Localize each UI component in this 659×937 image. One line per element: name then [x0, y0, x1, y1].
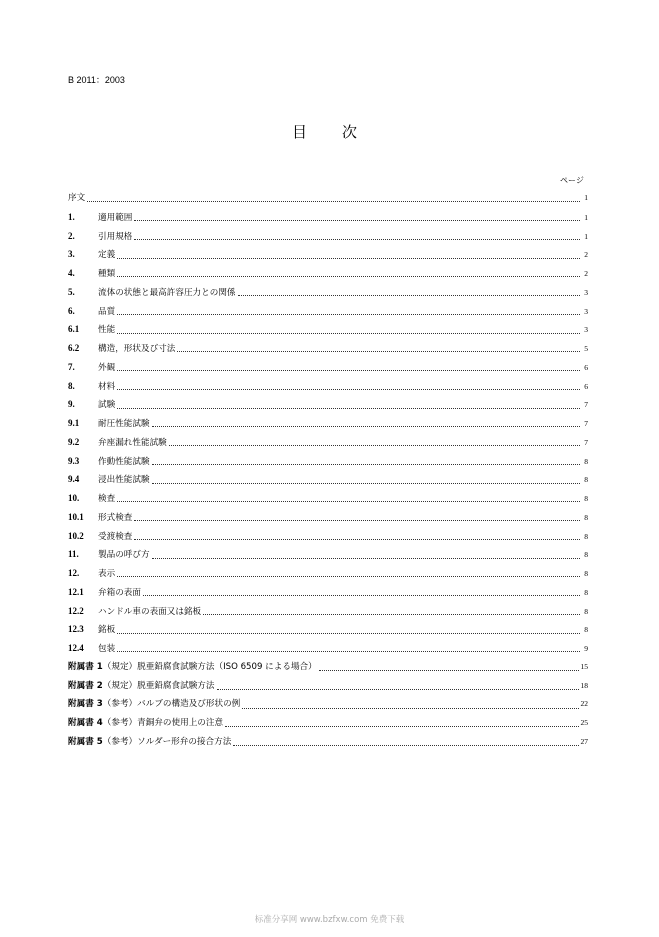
- toc-entry-title: 作動性能試験: [98, 456, 150, 467]
- table-of-contents: [68, 189, 588, 752]
- toc-leader-dots: [134, 538, 580, 540]
- toc-leader-dots: [117, 575, 580, 577]
- toc-entry-title: 流体の状態と最高許容圧力との関係: [98, 287, 236, 298]
- toc-entry-title: 製品の呼び方: [98, 550, 150, 561]
- toc-entry[interactable]: [68, 395, 588, 414]
- toc-leader-dots: [242, 707, 578, 709]
- toc-entry-number: 6.1: [68, 324, 80, 335]
- page-title: 目 次: [291, 123, 367, 141]
- toc-entry-title: （参考）バルブの構造及び形状の例: [102, 699, 241, 710]
- toc-entry-number: 12.: [68, 568, 80, 578]
- toc-page-number: 2: [584, 250, 588, 260]
- toc-leader-dots: [117, 632, 580, 634]
- toc-page-number: 1: [584, 231, 588, 241]
- toc-entry-number: 9.4: [68, 474, 80, 485]
- toc-entry-title: 性能: [98, 325, 116, 336]
- toc-leader-dots: [143, 594, 580, 596]
- document-code: B 2011：2003: [68, 75, 125, 85]
- toc-entry[interactable]: [68, 245, 588, 264]
- toc-entry[interactable]: [68, 433, 588, 452]
- toc-leader-dots: [134, 238, 580, 240]
- toc-page-number: 3: [584, 306, 588, 316]
- toc-entry[interactable]: [68, 320, 588, 339]
- toc-entry-title: （規定）脱亜鉛腐食試験方法（ISO 6509 による場合）: [102, 661, 317, 672]
- toc-leader-dots: [233, 744, 578, 746]
- toc-entry-number: 12.4: [68, 643, 84, 653]
- toc-entry-number: 12.2: [68, 605, 84, 616]
- toc-entry[interactable]: [68, 302, 588, 321]
- toc-entry[interactable]: [68, 377, 588, 396]
- toc-page-number: 2: [584, 269, 588, 278]
- toc-entry[interactable]: [68, 283, 588, 302]
- toc-entry[interactable]: [68, 658, 588, 677]
- toc-entry[interactable]: [68, 489, 588, 508]
- toc-entry-title: 検査: [98, 494, 116, 504]
- toc-annex-label: 附属書 5: [68, 736, 103, 747]
- toc-entry[interactable]: [68, 620, 588, 639]
- toc-leader-dots: [117, 275, 580, 277]
- toc-page-number: 3: [584, 287, 588, 297]
- toc-entry-number: 12.1: [68, 586, 84, 597]
- toc-page-number: 8: [584, 456, 588, 466]
- toc-entry[interactable]: [68, 414, 588, 433]
- toc-leader-dots: [217, 688, 579, 690]
- toc-entry-title: 包装: [98, 644, 116, 654]
- toc-leader-dots: [238, 294, 580, 296]
- toc-page-number: 25: [580, 718, 588, 727]
- toc-leader-dots: [117, 369, 580, 371]
- toc-leader-dots: [225, 725, 578, 727]
- toc-page-number: 1: [584, 193, 588, 202]
- toc-entry-number: 9.: [68, 399, 75, 410]
- toc-entry-title: 材料: [98, 381, 116, 392]
- toc-entry-number: 9.3: [68, 455, 80, 466]
- toc-leader-dots: [152, 463, 580, 465]
- toc-entry-title: 弁箱の表面: [98, 587, 141, 598]
- toc-entry[interactable]: [68, 508, 588, 527]
- toc-page-number: 8: [584, 569, 588, 578]
- toc-page-number: 18: [580, 680, 588, 690]
- toc-entry[interactable]: [68, 564, 588, 583]
- toc-entry-title: 浸出性能試験: [98, 475, 150, 486]
- toc-leader-dots: [203, 613, 580, 615]
- toc-page-number: 22: [580, 699, 588, 709]
- toc-page-number: 3: [584, 325, 588, 335]
- toc-page-number: 7: [584, 400, 588, 410]
- toc-leader-dots: [117, 388, 580, 390]
- toc-leader-dots: [87, 200, 580, 202]
- toc-entry-number: 10.2: [68, 530, 84, 541]
- toc-entry-title: 表示: [98, 569, 116, 579]
- toc-entry[interactable]: [68, 733, 588, 752]
- toc-entry-title: （規定）脱亜鉛腐食試験方法: [102, 680, 215, 691]
- toc-entry-number: 2.: [68, 230, 75, 241]
- toc-entry[interactable]: [68, 545, 588, 564]
- toc-entry[interactable]: [68, 695, 588, 714]
- toc-page-number: 27: [580, 736, 588, 746]
- toc-leader-dots: [152, 425, 580, 427]
- toc-leader-dots: [152, 557, 580, 559]
- toc-entry[interactable]: [68, 264, 588, 283]
- toc-entry-number: 8.: [68, 380, 75, 391]
- toc-page-number: 8: [584, 512, 588, 522]
- toc-page-number: 8: [584, 606, 588, 616]
- toc-entry-number: 9.2: [68, 436, 80, 447]
- toc-entry-title: 形式検査: [98, 512, 133, 523]
- watermark: 标准分享网 www.bzfxw.com 免费下载: [254, 915, 405, 925]
- toc-page-number: 5: [584, 344, 588, 353]
- toc-leader-dots: [134, 519, 580, 521]
- toc-entry-title: 構造，形状及び寸法: [98, 344, 176, 354]
- toc-leader-dots: [152, 482, 580, 484]
- toc-entry-number: 1.: [68, 211, 75, 222]
- toc-entry-number: 12.3: [68, 624, 84, 635]
- toc-entry[interactable]: [68, 189, 588, 208]
- toc-page-number: 7: [584, 419, 588, 428]
- toc-entry-number: 6.2: [68, 343, 80, 353]
- toc-page-number: 9: [584, 644, 588, 653]
- toc-page-number: 1: [584, 212, 588, 222]
- toc-entry[interactable]: [68, 227, 588, 246]
- toc-entry-number: 4.: [68, 268, 75, 278]
- toc-leader-dots: [117, 313, 580, 315]
- toc-entry[interactable]: [68, 639, 588, 658]
- toc-entry-title: 試験: [98, 400, 116, 411]
- toc-entry-title: 外観: [98, 362, 116, 373]
- toc-entry-title: 適用範囲: [98, 212, 133, 223]
- toc-entry-number: 9.1: [68, 418, 80, 428]
- toc-entry-title: （参考）ソルダー形弁の接合方法: [102, 736, 232, 747]
- toc-page-number: 15: [580, 661, 588, 671]
- toc-entry[interactable]: [68, 602, 588, 621]
- toc-page-number: 8: [584, 531, 588, 541]
- toc-page-number: 8: [584, 625, 588, 635]
- toc-entry[interactable]: [68, 677, 588, 696]
- toc-leader-dots: [169, 444, 580, 446]
- toc-annex-label: 附属書 1: [68, 661, 103, 672]
- toc-leader-dots: [117, 332, 580, 334]
- page-column-label: ページ: [560, 176, 584, 185]
- toc-entry-title: 序文: [68, 193, 86, 203]
- toc-entry[interactable]: [68, 583, 588, 602]
- toc-page-number: 6: [584, 362, 588, 372]
- toc-entry-number: 3.: [68, 249, 75, 260]
- toc-entry[interactable]: [68, 208, 588, 227]
- toc-entry-number: 7.: [68, 361, 75, 372]
- toc-entry-title: 受渡検査: [98, 531, 133, 542]
- toc-annex-label: 附属書 2: [68, 680, 103, 691]
- toc-entry[interactable]: [68, 527, 588, 546]
- toc-entry-number: 6.: [68, 305, 75, 316]
- toc-leader-dots: [319, 669, 579, 671]
- toc-entry-title: 品質: [98, 306, 116, 317]
- toc-entry-title: 弁座漏れ性能試験: [98, 437, 167, 448]
- toc-entry-title: （参考）青銅弁の使用上の注意: [102, 718, 224, 728]
- toc-page-number: 8: [584, 475, 588, 485]
- toc-leader-dots: [117, 500, 580, 502]
- toc-entry-number: 10.1: [68, 511, 84, 522]
- toc-leader-dots: [177, 350, 580, 352]
- toc-page-number: 6: [584, 381, 588, 391]
- toc-entry-number: 10.: [68, 493, 80, 503]
- toc-entry-number: 5.: [68, 286, 75, 297]
- toc-entry-title: 定義: [98, 250, 116, 261]
- toc-page-number: 8: [584, 494, 588, 503]
- toc-entry-title: 引用規格: [98, 231, 133, 242]
- toc-leader-dots: [117, 257, 580, 259]
- toc-entry[interactable]: [68, 470, 588, 489]
- toc-entry-title: ハンドル車の表面又は銘板: [98, 606, 202, 617]
- toc-entry-title: 耐圧性能試験: [98, 419, 150, 429]
- toc-page-number: 7: [584, 437, 588, 447]
- toc-page-number: 8: [584, 550, 588, 560]
- toc-entry[interactable]: [68, 339, 588, 358]
- toc-annex-label: 附属書 3: [68, 699, 103, 710]
- toc-leader-dots: [134, 219, 580, 221]
- toc-leader-dots: [117, 650, 580, 652]
- toc-entry-title: 種類: [98, 269, 116, 279]
- toc-entry-title: 銘板: [98, 625, 116, 636]
- toc-leader-dots: [117, 407, 580, 409]
- toc-page-number: 8: [584, 587, 588, 597]
- toc-entry[interactable]: [68, 714, 588, 733]
- toc-entry[interactable]: [68, 358, 588, 377]
- toc-entry[interactable]: [68, 452, 588, 471]
- toc-entry-number: 11.: [68, 549, 79, 560]
- toc-annex-label: 附属書 4: [68, 718, 103, 728]
